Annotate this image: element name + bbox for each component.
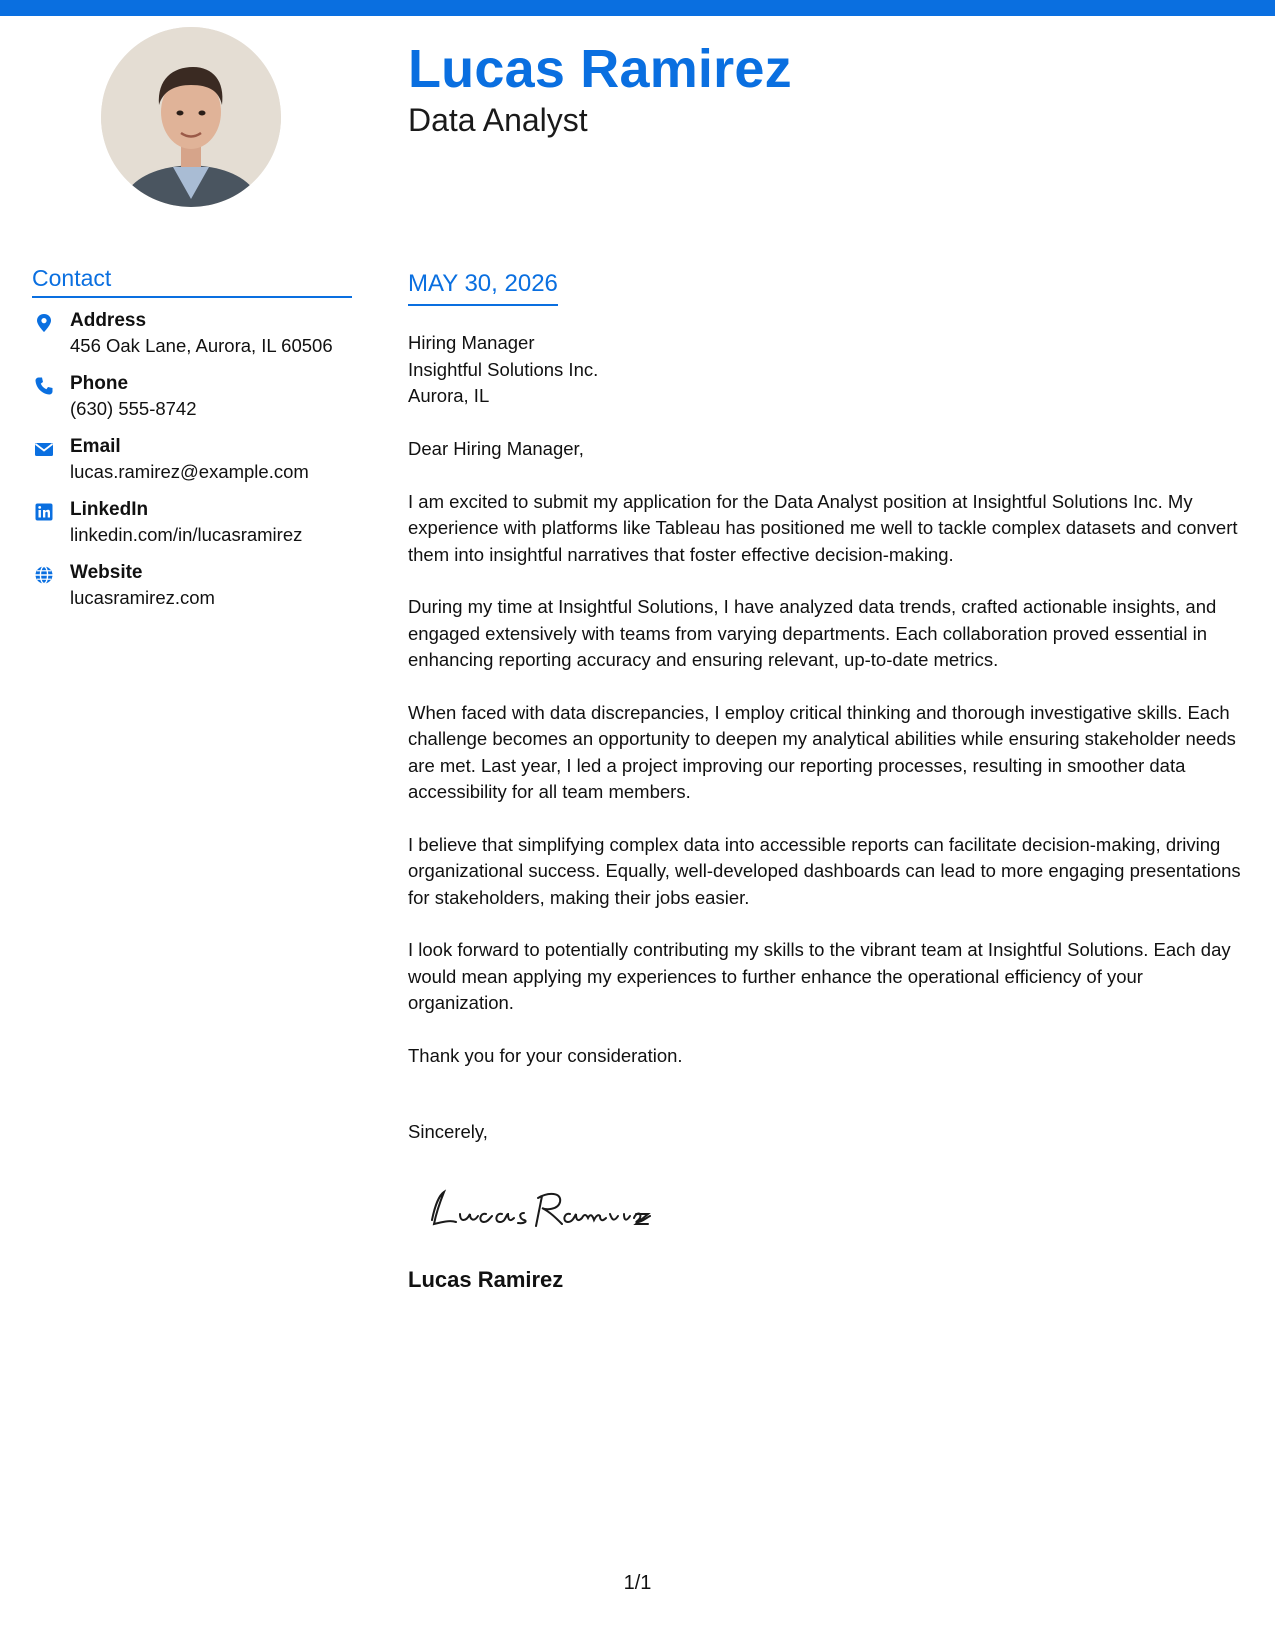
contact-label: Phone [70, 373, 129, 394]
contact-value: linkedin.com/in/lucasramirez [70, 524, 303, 545]
recipient-line: Aurora, IL [408, 385, 490, 406]
contact-item-address [32, 310, 372, 373]
contact-heading: Contact [32, 265, 352, 298]
recipient-block [408, 330, 598, 410]
closing: Sincerely, [408, 1121, 488, 1142]
linkedin-icon [34, 502, 54, 522]
contact-value: 456 Oak Lane, Aurora, IL 60506 [70, 335, 333, 356]
candidate-name: Lucas Ramirez [408, 39, 792, 99]
map-pin-icon [34, 313, 54, 333]
recipient-line: Hiring Manager [408, 332, 535, 353]
letter-body [408, 436, 1253, 1095]
top-accent-bar [0, 0, 1275, 16]
signer-name: Lucas Ramirez [408, 1267, 564, 1292]
contact-value: lucas.ramirez@example.com [70, 461, 309, 482]
letter-date: MAY 30, 2026 [408, 270, 558, 306]
contact-item-website [32, 562, 372, 625]
salutation: Dear Hiring Manager, [408, 438, 584, 459]
profile-photo [101, 27, 281, 207]
email-icon [34, 439, 54, 459]
profile-photo-illustration [101, 27, 281, 207]
recipient-line: Insightful Solutions Inc. [408, 358, 599, 380]
page-number: 1/1 [623, 1572, 652, 1594]
contact-label: Address [70, 310, 147, 331]
contact-item-email [32, 436, 372, 499]
body-paragraph: During my time at Insightful Solutions, I have analyzed data trends, crafted actionable insights, and engaged extensively with teams from varying departments. Each collaboration proved essential in enhancing reporting accuracy and ensuring relevant, up-to-date metrics. [408, 596, 1217, 670]
thank-you-line: Thank you for your consideration. [408, 1044, 683, 1066]
body-paragraph: I look forward to potentially contributing my skills to the vibrant team at Insightful Solutions. Each day would mean applying my experiences to further enhance the operational efficiency of your organization. [408, 939, 1231, 1013]
globe-icon [34, 565, 54, 585]
body-paragraph: I believe that simplifying complex data into accessible reports can facilitate decision-making, driving organizational success. Equally, well-developed dashboards can lead to more engaging presentations for stakeholders, making their jobs easier. [408, 833, 1241, 908]
contact-item-phone [32, 373, 372, 436]
contact-label: Website [70, 562, 143, 583]
contact-list [32, 310, 372, 625]
contact-value: lucasramirez.com [70, 587, 215, 608]
body-paragraph: When faced with data discrepancies, I employ critical thinking and thorough investigative skills. Each challenge becomes an opportunity to deepen my analytical abilities while ensuring stakeholder needs are met. Last year, I led a project improving our reporting processes, resulting in smoother data accessibility for all team members. [408, 701, 1236, 802]
contact-value: (630) 555-8742 [70, 398, 197, 419]
contact-label: Email [70, 436, 121, 457]
contact-item-linkedin [32, 499, 372, 562]
phone-icon [34, 376, 54, 396]
job-title: Data Analyst [408, 102, 588, 138]
body-paragraph: I am excited to submit my application for the Data Analyst position at Insightful Solutions Inc. My experience with platforms like Tableau has positioned me well to tackle complex datasets and convert them into insightful narratives that foster effective decision-making. [408, 490, 1238, 565]
handwritten-signature [420, 1180, 660, 1240]
contact-label: LinkedIn [70, 499, 149, 520]
